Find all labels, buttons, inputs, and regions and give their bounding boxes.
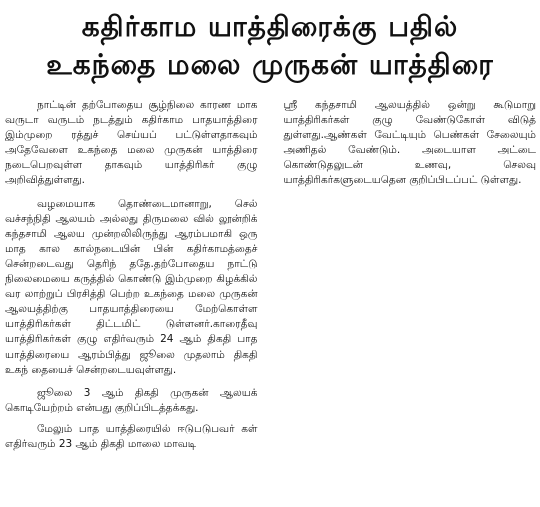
paragraph-route: வழமையாக தொண்டைமானாறு, செல் வச்சந்நிதி ஆலயம் அல்லது திருமலை வில் லூன்றிக் கந்தசாமி ஆலய முன்றலிலிருந்து ஆரம்பமாகி ஒரு மாத கால கால்நடையின் பின் கதிர்காமத்தைச் சென்றடைவது தெரிந் ததே.தற்போதைய நாட்டு நிலைமையை கருத்தில் கொண்டு இம்முறை கிழக்கில் வர லாற்றுப் பிரசித்தி பெற்ற உகந்தை மலை முருகன் ஆலயத்திற்கு பாதயாத்திரையை மேற்கொள்ள யாத்திரிகர்கள் திட்டமிட் டுள்ளனர்.காரைதீவு யாத்திரிகர்கள் குழு எதிர்வரும் 24 ஆம் திகதி பாத யாத்திரையை ஆரம்பித்து ஜூலை முதலாம் திகதி உகந் தையைச் சென்றடையவுள்ளது. [5, 197, 258, 378]
right-column [284, 98, 537, 499]
paragraph-flag-hoisting: ஜூலை 3 ஆம் திகதி முருகன் ஆலயக் கொடியேற்றம் என்பது குறிப்பிடத்தக்கது. [5, 386, 258, 416]
article-body [5, 98, 536, 499]
paragraph-intro: நாட்டின் தற்போதைய சூழ்நிலை காரண மாக வருடா வருடம் நடத்தும் கதிர்காம பாதயாத்திரை இம்முறை ரத்துச் செய்யப் பட்டுள்ளதாகவும் அதேவேளை உகந்தை மலை முருகன் யாத்திரை நடைபெறவுள்ள தாகவும் யாத்திரிகர் குழு அறிவித்துள்ளது. [5, 98, 258, 189]
left-column [5, 98, 258, 499]
paragraph-instructions: ஸ்ரீ கந்தசாமி ஆலயத்தில் ஒன்று கூடுமாறு யாத்திரிகர்கள் குழு வேண்டுகோள் விடுத் துள்ளது.ஆண்கள் வேட்டியும் பெண்கள் சேலையும் அணிதல் வேண்டும். அடையாள அட்டை கொண்டுதலுடன் உணவு, செலவு யாத்திரிகர்களுடையதென குறிப்பிடப்பட் டுள்ளது. [284, 98, 537, 189]
headline-line-2: உகந்தை மலை முருகன் யாத்திரை [0, 46, 540, 84]
paragraph-gathering: மேலும் பாத யாத்திரையில் ஈடுபடுபவர் கள் எதிர்வரும் 23 ஆம் திகதி மாலை மாவடி [5, 422, 258, 452]
headline-line-1: கதிர்காம யாத்திரைக்கு பதில் [0, 8, 540, 46]
